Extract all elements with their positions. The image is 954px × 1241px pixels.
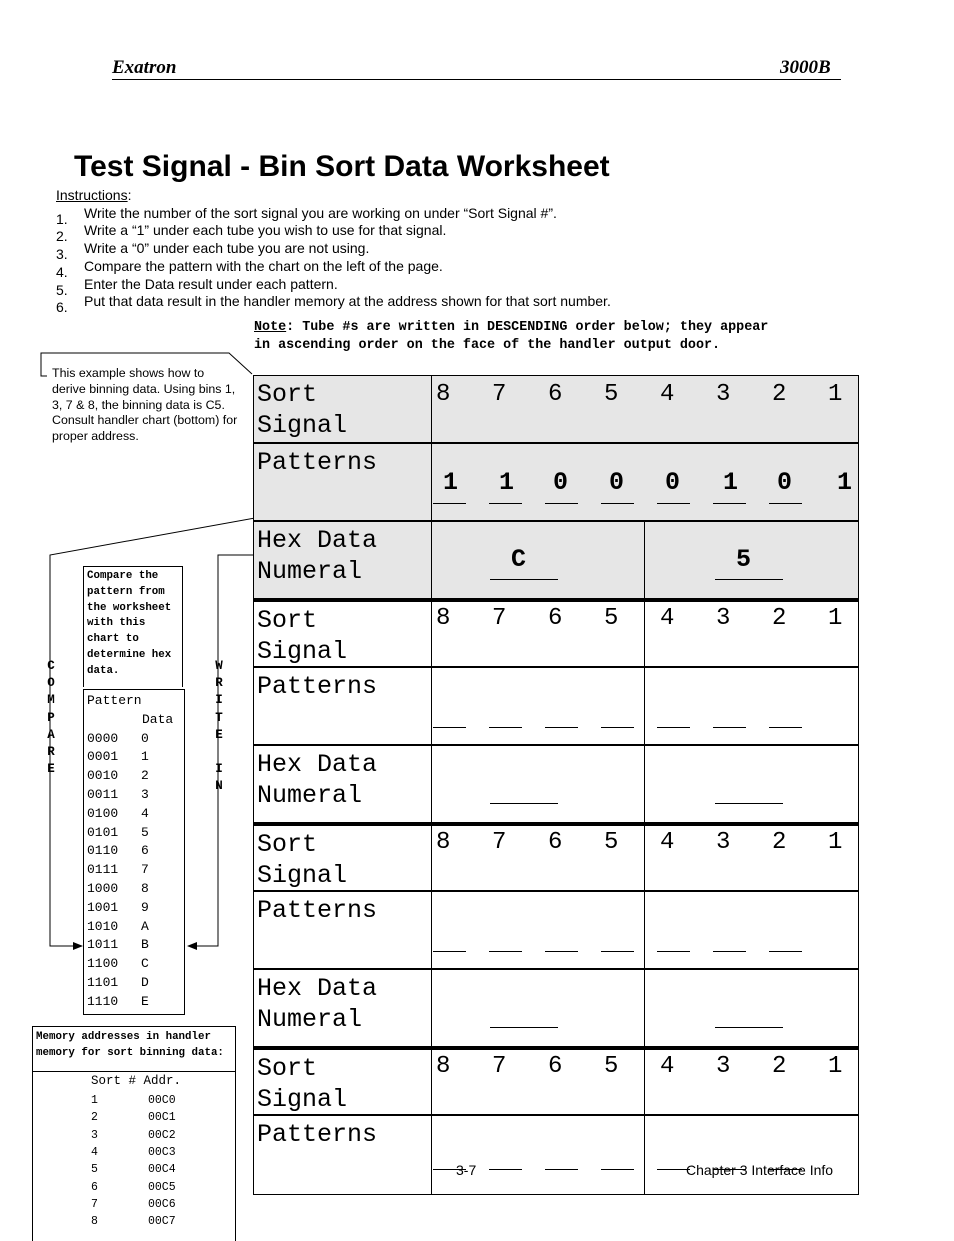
pattern-blank-line: [713, 727, 746, 728]
instruction-text: Write a “1” under each tube you wish to use for that signal.: [84, 222, 447, 239]
worksheet-cell-high: [432, 745, 645, 823]
instruction-number: 5.: [56, 281, 68, 298]
pattern-blank-line: [433, 503, 466, 504]
pattern-blank-line: [769, 503, 802, 504]
note-label: Note: [254, 320, 287, 335]
sort-number: 1: [91, 1094, 98, 1107]
compare-letter: E: [47, 762, 55, 777]
instruction-item: [56, 275, 611, 298]
worksheet-cell-low: [645, 599, 859, 667]
memory-address: 00C7: [148, 1215, 176, 1229]
hex-value: 2: [141, 768, 149, 784]
tube-number: 3: [716, 829, 731, 856]
hex-value: 1: [141, 749, 149, 765]
note-text-1: : Tube #s are written in DESCENDING order below; they appear: [286, 320, 769, 335]
tube-number: 7: [492, 605, 507, 632]
pattern-blank-line: [545, 727, 578, 728]
memory-addresses-box: Memory addresses in handler memory for sort binning data:: [32, 1026, 236, 1073]
worksheet-cell-low: [645, 521, 859, 599]
instruction-number: 1.: [56, 210, 68, 227]
memory-table-row: [91, 1146, 176, 1159]
pattern-blank-line: [769, 727, 802, 728]
worksheet-cell-low: [645, 1115, 859, 1195]
pattern-chart-row: [87, 730, 184, 749]
hex-blank-line-low: [715, 803, 783, 804]
example-pattern-digit: 1: [443, 468, 459, 497]
compare-instructions-box: Compare the pattern from the worksheet with this chart to determine hex data.: [83, 566, 183, 687]
pattern-blank-line: [601, 1169, 634, 1170]
pattern-blank-line: [433, 951, 466, 952]
instruction-item: [56, 222, 611, 245]
pattern-value: 1110: [87, 993, 119, 1009]
pattern-value: 0010: [87, 768, 119, 784]
example-pattern-digit: 0: [609, 468, 625, 497]
tube-number: 8: [436, 1053, 451, 1080]
pattern-chart-row: [87, 861, 184, 880]
instruction-number: 4.: [56, 263, 68, 280]
pattern-blank-line: [545, 1169, 578, 1170]
pattern-value: 1010: [87, 918, 119, 934]
tube-number: 2: [772, 829, 787, 856]
patterns-label: Patterns: [253, 1115, 432, 1195]
hex-blank-line-low: [715, 579, 783, 580]
tube-number: 6: [548, 381, 563, 408]
patterns-label: Patterns: [253, 891, 432, 969]
memory-table-row: [91, 1111, 176, 1124]
tube-number: 4: [660, 829, 675, 856]
page-title: Test Signal - Bin Sort Data Worksheet: [74, 150, 610, 183]
tube-number: 2: [772, 1053, 787, 1080]
memory-address: 00C1: [148, 1111, 176, 1125]
instruction-item: [56, 204, 611, 227]
tube-number: 1: [828, 1053, 843, 1080]
memory-table-row: [91, 1215, 176, 1228]
worksheet-cell-high: [432, 969, 645, 1047]
pattern-blank-line: [545, 503, 578, 504]
pattern-value: 1101: [87, 974, 119, 990]
pattern-chart-row: [87, 824, 184, 843]
instruction-text: Compare the pattern with the chart on the left of the page.: [84, 257, 443, 274]
compare-letter: P: [47, 710, 55, 725]
instruction-number: 2.: [56, 228, 68, 245]
pattern-chart-row: [87, 936, 184, 955]
hex-value: D: [141, 974, 149, 990]
tube-number: 6: [548, 829, 563, 856]
tube-number: 8: [436, 381, 451, 408]
example-hex-low: 5: [736, 545, 752, 574]
memory-address: 00C6: [148, 1197, 176, 1211]
hex-value: 7: [141, 862, 149, 878]
hex-value: 6: [141, 843, 149, 859]
pattern-blank-line: [657, 503, 690, 504]
pattern-chart-row: [87, 767, 184, 786]
worksheet-cell-low: [645, 745, 859, 823]
instructions-heading: Instructions: [56, 187, 128, 203]
write-in-letter: R: [215, 676, 223, 691]
write-in-letter: T: [215, 710, 223, 725]
hex-data-label: Hex Data Numeral: [253, 745, 432, 823]
sort-signal-label: Sort Signal: [253, 1047, 432, 1115]
sort-number: 5: [91, 1163, 98, 1177]
memory-address: 00C3: [148, 1145, 176, 1159]
worksheet-cell-low: [645, 667, 859, 745]
hex-value: 4: [141, 805, 149, 821]
tube-number: 2: [772, 605, 787, 632]
write-in-letter: I: [215, 693, 223, 708]
pattern-value: 1100: [87, 956, 119, 972]
pattern-chart-row: [87, 899, 184, 918]
tube-number: 5: [604, 829, 619, 856]
pattern-blank-line: [489, 1169, 522, 1170]
tube-number: 1: [828, 829, 843, 856]
tube-number: 3: [716, 381, 731, 408]
pattern-value: 1000: [87, 880, 119, 896]
pattern-chart-header-pattern: Pattern: [87, 693, 142, 708]
hex-blank-line-low: [715, 1027, 783, 1028]
hex-value: 8: [141, 880, 149, 896]
memory-table-row: [91, 1198, 176, 1211]
memory-table-row: [91, 1129, 176, 1142]
footer-page-number: 3-7: [456, 1162, 477, 1178]
compare-letter: A: [47, 727, 55, 742]
pattern-chart-row: [87, 993, 184, 1012]
tube-number: 7: [492, 829, 507, 856]
sort-signal-label: Sort Signal: [253, 599, 432, 667]
tube-number: 8: [436, 605, 451, 632]
patterns-label: Patterns: [253, 667, 432, 745]
worksheet-cell-high: [432, 1115, 645, 1195]
pattern-blank-line: [657, 727, 690, 728]
tube-number: 2: [772, 381, 787, 408]
compare-letter: M: [47, 693, 55, 708]
sort-number: 6: [91, 1180, 98, 1194]
instruction-number: 3.: [56, 246, 68, 263]
tube-number: 7: [492, 381, 507, 408]
tube-number: 3: [716, 1053, 731, 1080]
tube-number: 4: [660, 1053, 675, 1080]
instructions-colon: :: [127, 187, 132, 203]
instruction-item: [56, 240, 611, 263]
write-in-letter: E: [215, 727, 223, 742]
memory-address: 00C2: [148, 1128, 176, 1142]
write-in-vertical-label: [212, 658, 226, 796]
hex-blank-line-high: [490, 579, 558, 580]
instructions-list: [56, 204, 611, 316]
compare-vertical-label: [44, 658, 58, 778]
tube-number: 3: [716, 605, 731, 632]
pattern-chart-row: [87, 786, 184, 805]
pattern-chart-row: [87, 805, 184, 824]
instructions: [56, 187, 611, 316]
worksheet-cell-high: [432, 891, 645, 969]
instruction-text: Put that data result in the handler memory at the address shown for that sort number.: [84, 293, 611, 310]
hex-value: B: [141, 937, 149, 953]
pattern-value: 0001: [87, 749, 119, 765]
hex-value: 9: [141, 899, 149, 915]
example-hex-high: C: [511, 545, 527, 574]
pattern-blank-line: [769, 951, 802, 952]
pattern-value: 0101: [87, 824, 119, 840]
pattern-blank-line: [489, 727, 522, 728]
tube-number: 8: [436, 829, 451, 856]
sort-number: 8: [91, 1215, 98, 1229]
pattern-value: 1001: [87, 899, 119, 915]
memory-table-row: [91, 1181, 176, 1194]
example-callout: This example shows how to derive binning data. Using bins 1, 3, 7 & 8, the binning data is C5. Consult handler chart (bottom) for proper address.: [52, 366, 238, 444]
header-rule: [112, 79, 841, 80]
instruction-item: [56, 257, 611, 280]
hex-value: 5: [141, 824, 149, 840]
pattern-value: 0011: [87, 786, 119, 802]
sort-signal-label: Sort Signal: [253, 375, 432, 443]
memory-table-row: [91, 1163, 176, 1176]
tube-number: 4: [660, 381, 675, 408]
worksheet-cell-low: [645, 969, 859, 1047]
sort-number: 4: [91, 1145, 98, 1159]
pattern-blank-line: [433, 727, 466, 728]
hex-value: 3: [141, 786, 149, 802]
worksheet-cell-low: [645, 823, 859, 891]
example-pattern-digit: 0: [777, 468, 793, 497]
pattern-chart-row: [87, 974, 184, 993]
pattern-value: 0111: [87, 862, 119, 878]
pattern-blank-line: [545, 951, 578, 952]
instruction-text: Write a “0” under each tube you are not using.: [84, 240, 370, 257]
tube-number: 5: [604, 605, 619, 632]
hex-value: A: [141, 918, 149, 934]
sort-number: 2: [91, 1111, 98, 1125]
pattern-chart-row: [87, 880, 184, 899]
worksheet-cell-low: [645, 1047, 859, 1115]
sort-number: 7: [91, 1197, 98, 1211]
tube-number: 4: [660, 605, 675, 632]
hex-value: 0: [141, 730, 149, 746]
pattern-blank-line: [713, 503, 746, 504]
compare-letter: C: [47, 659, 55, 673]
pattern-value: 0100: [87, 805, 119, 821]
memory-address-table: [32, 1071, 236, 1241]
instruction-item: [56, 293, 611, 316]
instruction-number: 6.: [56, 299, 68, 316]
pattern-hex-chart: [83, 689, 185, 1015]
pattern-blank-line: [489, 503, 522, 504]
pattern-blank-line: [601, 727, 634, 728]
worksheet-cell-low: [645, 891, 859, 969]
example-pattern-digit: 0: [665, 468, 681, 497]
pattern-blank-line: [713, 951, 746, 952]
pattern-chart-row: [87, 748, 184, 767]
pattern-chart-row: [87, 955, 184, 974]
pattern-blank-line: [601, 951, 634, 952]
sort-number: 3: [91, 1128, 98, 1142]
pattern-value: 1011: [87, 937, 119, 953]
header-model: 3000B: [780, 57, 831, 78]
hex-data-label: Hex Data Numeral: [253, 521, 432, 599]
pattern-blank-line: [489, 951, 522, 952]
tube-number: 5: [604, 381, 619, 408]
example-pattern-digit: 1: [499, 468, 515, 497]
compare-letter: R: [47, 745, 55, 760]
sort-signal-label: Sort Signal: [253, 823, 432, 891]
worksheet-cell-full: [432, 443, 859, 521]
pattern-chart-header-data: Data: [142, 711, 174, 727]
worksheet-cell-high: [432, 521, 645, 599]
hex-data-label: Hex Data Numeral: [253, 969, 432, 1047]
memory-table-row: [91, 1094, 176, 1107]
worksheet-cell-high: [432, 667, 645, 745]
note-text-2: in ascending order on the face of the handler output door.: [254, 338, 721, 353]
pattern-chart-row: [87, 918, 184, 937]
write-in-letter: W: [215, 659, 223, 673]
example-pattern-digit: 0: [553, 468, 569, 497]
write-in-letter: [212, 744, 226, 761]
hex-blank-line-high: [490, 1027, 558, 1028]
hex-value: C: [141, 956, 149, 972]
hex-value: E: [141, 993, 149, 1009]
tube-number: 7: [492, 1053, 507, 1080]
instruction-text: Write the number of the sort signal you are working on under “Sort Signal #”.: [84, 204, 557, 221]
patterns-label: Patterns: [253, 443, 432, 521]
worksheet-grid: [253, 375, 859, 1195]
tube-number: 1: [828, 605, 843, 632]
pattern-blank-line: [657, 951, 690, 952]
memory-address: 00C5: [148, 1180, 176, 1194]
pattern-chart-row: [87, 842, 184, 861]
memory-address: 00C4: [148, 1163, 176, 1177]
write-in-letter: N: [215, 779, 223, 794]
pattern-blank-line: [601, 503, 634, 504]
footer-chapter: Chapter 3 Interface Info: [686, 1162, 834, 1178]
header-company: Exatron: [112, 57, 177, 78]
memory-table-header: Sort # Addr.: [91, 1074, 182, 1088]
tube-number: 5: [604, 1053, 619, 1080]
hex-blank-line-high: [490, 803, 558, 804]
example-pattern-digit: 1: [723, 468, 739, 497]
note: [254, 319, 768, 355]
pattern-value: 0000: [87, 730, 119, 746]
example-pattern-digit: 1: [837, 468, 853, 497]
memory-address: 00C0: [148, 1094, 176, 1107]
compare-letter: O: [47, 676, 55, 691]
tube-number: 6: [548, 1053, 563, 1080]
tube-number: 1: [828, 381, 843, 408]
tube-number: 6: [548, 605, 563, 632]
write-in-letter: I: [215, 762, 223, 777]
pattern-value: 0110: [87, 843, 119, 859]
instruction-text: Enter the Data result under each pattern.: [84, 275, 338, 292]
